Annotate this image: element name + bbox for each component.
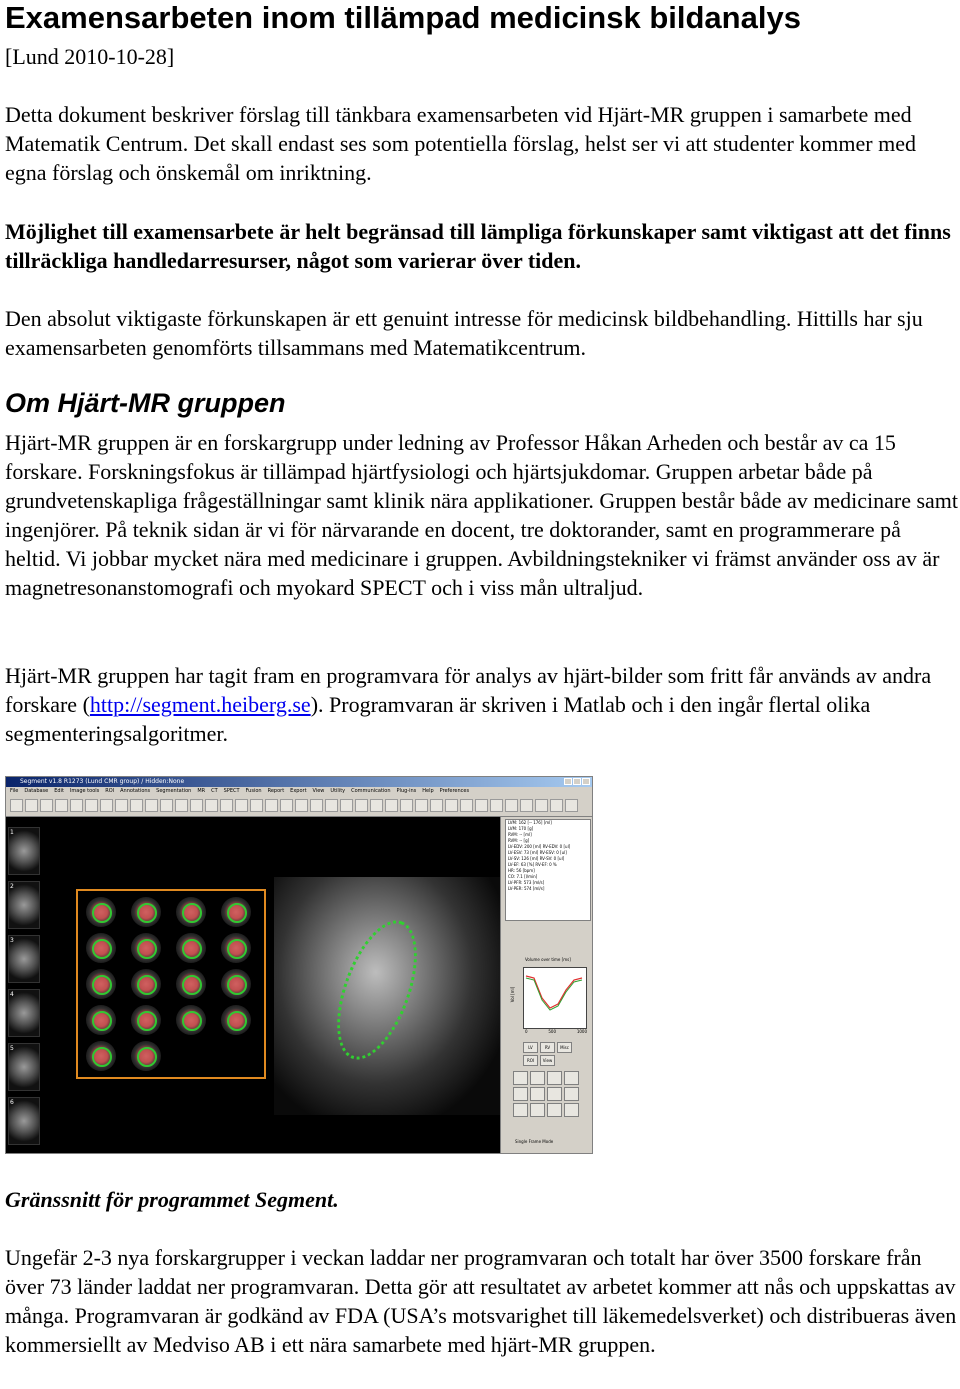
figure-toolbar-icon bbox=[325, 799, 338, 812]
thumbnail-number: 1 bbox=[10, 829, 14, 836]
figure-toolbar-icon bbox=[520, 799, 533, 812]
figure-menu-item: SPECT bbox=[223, 788, 240, 794]
graph-title: Volume over time [ms] bbox=[525, 957, 571, 962]
figure-menu-item: Export bbox=[290, 788, 307, 794]
short-axis-slice bbox=[221, 969, 251, 999]
figure-menu-item: Plug-ins bbox=[396, 788, 417, 794]
figure-menu-item: Communication bbox=[351, 788, 391, 794]
result-line: HR: 56 [bpm] bbox=[508, 868, 535, 873]
result-line: LV-ESV: 73 [ml] RV-ESV: 0 [ul] bbox=[508, 850, 567, 855]
graph-ylabel: Vol [ml] bbox=[510, 986, 516, 1003]
result-line: LV-EDV: 200 [ml] RV-EDV: 0 [ul] bbox=[508, 844, 571, 849]
figure-window-title: Segment v1.8 R1273 (Lund CMR group) / Hidden:None bbox=[20, 778, 185, 785]
figure-toolbar-icon bbox=[235, 799, 248, 812]
single-frame-label: Single Frame Mode bbox=[515, 1139, 554, 1144]
figure-toolbar-icon bbox=[190, 799, 203, 812]
short-axis-slice bbox=[131, 969, 161, 999]
figure-image-viewer bbox=[6, 817, 500, 1154]
graph-tick-label: 1000 bbox=[576, 1029, 587, 1034]
thumbnail bbox=[8, 1097, 40, 1145]
thumbnail bbox=[8, 989, 40, 1037]
short-axis-slice bbox=[86, 897, 116, 927]
intro-paragraph: Detta dokument beskriver förslag till tänkbara examensarbeten vid Hjärt-MR gruppen i samarbete med Matematik Centrum. Det skall endast ses som potentiella förslag, helst ser vi att studenter kommer med egna förslag och önskemål om inriktning. bbox=[5, 102, 916, 185]
thumbnail-number: 3 bbox=[10, 937, 14, 944]
figure-toolbar-icon bbox=[220, 799, 233, 812]
section-heading: Om Hjärt-MR gruppen bbox=[5, 388, 286, 418]
short-axis-montage bbox=[76, 889, 266, 1079]
figure-toolbar-icon bbox=[280, 799, 293, 812]
requirements-paragraph: Möjlighet till examensarbete är helt begränsad till lämpliga förkunskaper samt viktigast att det finns tillräckliga handledarresurser, något som varierar över tiden. bbox=[5, 219, 951, 273]
panel-button: LV bbox=[523, 1042, 538, 1053]
figure-toolbar-icon bbox=[370, 799, 383, 812]
short-axis-slice bbox=[131, 1041, 161, 1071]
figure-toolbar-icon bbox=[55, 799, 68, 812]
panel-tool-icon bbox=[547, 1103, 562, 1117]
group-description-paragraph: Hjärt-MR gruppen är en forskargrupp under ledning av Professor Håkan Arheden och består av ca 15 forskare. Forskningsfokus är tillämpad hjärtfysiologi och hjärtsjukdomar. Gruppen arbetar både på grundvetenskapliga frågeställningar samt klinik nära applikationer. Gruppen består både av medicinare samt ingenjörer. På teknik sidan är vi för närvarande en docent, tre doktorander, samt en programmerare på heltid. Vi jobbar mycket nära med medicinare i gruppen. Avbildningstekniker vi främst använder oss av är magnetresonanstomografi och myokard SPECT och i viss mån ultraljud. bbox=[5, 430, 959, 600]
short-axis-slice bbox=[221, 1005, 251, 1035]
graph-ticks bbox=[525, 1029, 587, 1034]
figure-toolbar-icon bbox=[385, 799, 398, 812]
figure-menu-item: ROI bbox=[105, 788, 115, 794]
short-axis-slice bbox=[86, 933, 116, 963]
figure-menubar bbox=[6, 787, 593, 796]
figure-toolbar-icon bbox=[70, 799, 83, 812]
panel-tool-icon bbox=[513, 1071, 528, 1085]
figure-menu-item: MR bbox=[197, 788, 206, 794]
figure-window-titlebar bbox=[6, 777, 592, 787]
figure-menu-item: View bbox=[312, 788, 325, 794]
short-axis-slice bbox=[176, 1005, 206, 1035]
figure-toolbar-icon bbox=[115, 799, 128, 812]
figure-menu-item: Utility bbox=[330, 788, 346, 794]
figure-menu-item: Preferences bbox=[439, 788, 470, 794]
panel-button: Misc bbox=[557, 1042, 572, 1053]
software-paragraph bbox=[5, 661, 960, 748]
short-axis-slice bbox=[86, 969, 116, 999]
figure-toolbar-icon bbox=[295, 799, 308, 812]
short-axis-slice bbox=[131, 1005, 161, 1035]
short-axis-slice bbox=[176, 933, 206, 963]
figure-toolbar-icon bbox=[100, 799, 113, 812]
usage-paragraph: Ungefär 2-3 nya forskargrupper i veckan laddar ner programvaran och totalt har över 3500 forskare från över 73 länder laddat ner programvaran. Detta gör att resultatet av arbetet kommer att nås och uppskattas av många. Programvaran är godkänd av FDA (USA’s motsvarighet till läkemedelsverket) och distribueras även kommersiellt av Medviso AB i ett nära samarbete med hjärt-MR gruppen. bbox=[5, 1245, 957, 1357]
software-text-after: ). Programvaran är skriven i Matlab och i den ingår flertal olika segmenteringsalgoritmer. bbox=[5, 692, 871, 746]
figure-toolbar-icon bbox=[415, 799, 428, 812]
graph-tick-label: 0 bbox=[525, 1029, 528, 1034]
figure-menu-item: Fusion bbox=[245, 788, 262, 794]
short-axis-slice bbox=[221, 897, 251, 927]
figure-toolbar-icon bbox=[445, 799, 458, 812]
result-line: RVM: -- [ml] bbox=[508, 832, 532, 837]
result-line: LV-PFR: 573 [ml/s] bbox=[508, 880, 545, 885]
figure-toolbar-icon bbox=[310, 799, 323, 812]
figure-toolbar-icon bbox=[355, 799, 368, 812]
thumbnail-number: 2 bbox=[10, 883, 14, 890]
document-title: Examensarbeten inom tillämpad medicinsk bildanalys bbox=[5, 0, 801, 35]
thumbnail bbox=[8, 827, 40, 875]
result-line: LVM: 170 [g] bbox=[508, 826, 534, 831]
panel-tool-icon bbox=[530, 1103, 545, 1117]
maximize-icon bbox=[573, 778, 581, 785]
panel-tool-icon bbox=[564, 1071, 579, 1085]
figure-toolbar-icon bbox=[10, 799, 23, 812]
interest-paragraph: Den absolut viktigaste förkunskapen är ett genuint intresse för medicinsk bildbehandling. Hittills har sju examensarbeten genomförts tillsammans med Matematikcentrum. bbox=[5, 306, 923, 360]
figure-toolbar-icon bbox=[130, 799, 143, 812]
figure-toolbar-icon bbox=[40, 799, 53, 812]
thumbnail bbox=[8, 935, 40, 983]
thumbnail-number: 6 bbox=[10, 1099, 14, 1106]
panel-tool-icon bbox=[513, 1087, 528, 1101]
figure-window-controls bbox=[564, 778, 590, 785]
short-axis-slice bbox=[221, 933, 251, 963]
short-axis-slice bbox=[176, 969, 206, 999]
panel-tool-icon bbox=[564, 1087, 579, 1101]
segment-link[interactable]: http://segment.heiberg.se bbox=[89, 692, 311, 717]
panel-button: View bbox=[540, 1055, 555, 1066]
figure-toolbar-icon bbox=[85, 799, 98, 812]
short-axis-slice bbox=[176, 897, 206, 927]
figure-toolbar-icon bbox=[535, 799, 548, 812]
panel-tool-icon bbox=[530, 1071, 545, 1085]
figure-toolbar-icon bbox=[205, 799, 218, 812]
figure-toolbar-icon bbox=[160, 799, 173, 812]
figure-menu-item: CT bbox=[211, 788, 218, 794]
short-axis-slice bbox=[131, 897, 161, 927]
figure-toolbar-icon bbox=[175, 799, 188, 812]
figure-menu-item: Edit bbox=[54, 788, 64, 794]
minimize-icon bbox=[564, 778, 572, 785]
figure-toolbar-icon bbox=[505, 799, 518, 812]
figure-toolbar-icon bbox=[475, 799, 488, 812]
result-line: LV-EF: 63 [%] RV-EF: 0 % bbox=[508, 862, 557, 867]
figure-menu-item: Segmentation bbox=[156, 788, 192, 794]
graph-tick-label: 500 bbox=[548, 1029, 556, 1034]
figure-menu-item: Report bbox=[267, 788, 285, 794]
figure-toolbar-icon bbox=[490, 799, 503, 812]
thumbnail-number: 5 bbox=[10, 1045, 14, 1052]
figure-toolbar-icon bbox=[550, 799, 563, 812]
figure-toolbar bbox=[6, 796, 592, 817]
thumbnail-number: 4 bbox=[10, 991, 14, 998]
panel-tool-icon bbox=[564, 1103, 579, 1117]
thumbnail bbox=[8, 881, 40, 929]
figure-menu-item: Image tools bbox=[69, 788, 100, 794]
short-axis-slice bbox=[131, 933, 161, 963]
short-axis-slice bbox=[86, 1005, 116, 1035]
figure-toolbar-icon bbox=[250, 799, 263, 812]
panel-button: RV bbox=[540, 1042, 555, 1053]
figure-toolbar-icon bbox=[565, 799, 578, 812]
close-icon bbox=[582, 778, 590, 785]
panel-tool-icon bbox=[547, 1087, 562, 1101]
figure-toolbar-icon bbox=[430, 799, 443, 812]
figure-toolbar-icon bbox=[400, 799, 413, 812]
short-axis-slice bbox=[86, 1041, 116, 1071]
figure-toolbar-icon bbox=[340, 799, 353, 812]
figure-toolbar-icon bbox=[265, 799, 278, 812]
figure-results-panel bbox=[500, 817, 593, 1154]
figure-menu-item: File bbox=[10, 788, 19, 794]
panel-button: ROI bbox=[523, 1055, 538, 1066]
thumbnail bbox=[8, 1043, 40, 1091]
dateline: [Lund 2010-10-28] bbox=[5, 44, 175, 69]
volume-graph bbox=[523, 967, 587, 1029]
figure-menu-item: Database bbox=[24, 788, 49, 794]
figure-toolbar-icon bbox=[460, 799, 473, 812]
result-line: LV-SV: 126 [ml] RV-SV: 0 [ul] bbox=[508, 856, 565, 861]
result-line: CO: 7.1 [l/min] bbox=[508, 874, 538, 879]
panel-tool-icon bbox=[547, 1071, 562, 1085]
figure-caption: Gränssnitt för programmet Segment. bbox=[5, 1187, 339, 1212]
figure-menu-item: Annotations bbox=[120, 788, 151, 794]
figure-toolbar-icon bbox=[145, 799, 158, 812]
panel-tool-icon bbox=[513, 1103, 528, 1117]
volume-curve bbox=[524, 968, 584, 1026]
result-line: RVM: -- [g] bbox=[508, 838, 530, 843]
software-text-before: Hjärt-MR gruppen har tagit fram en programvara för analys av hjärt-bilder som fritt får används av andra forskare ( bbox=[5, 663, 932, 717]
segmentation-contour bbox=[321, 910, 433, 1070]
panel-tool-icon bbox=[530, 1087, 545, 1101]
segment-screenshot-figure bbox=[5, 776, 593, 1154]
long-axis-view bbox=[274, 877, 500, 1115]
result-line: LV-PER: 574 [ml/s] bbox=[508, 886, 545, 891]
results-box bbox=[505, 819, 591, 921]
result-line: LVM: 162 [-- 176] [ml] bbox=[508, 820, 552, 825]
figure-menu-item: Help bbox=[422, 788, 434, 794]
figure-toolbar-icon bbox=[25, 799, 38, 812]
